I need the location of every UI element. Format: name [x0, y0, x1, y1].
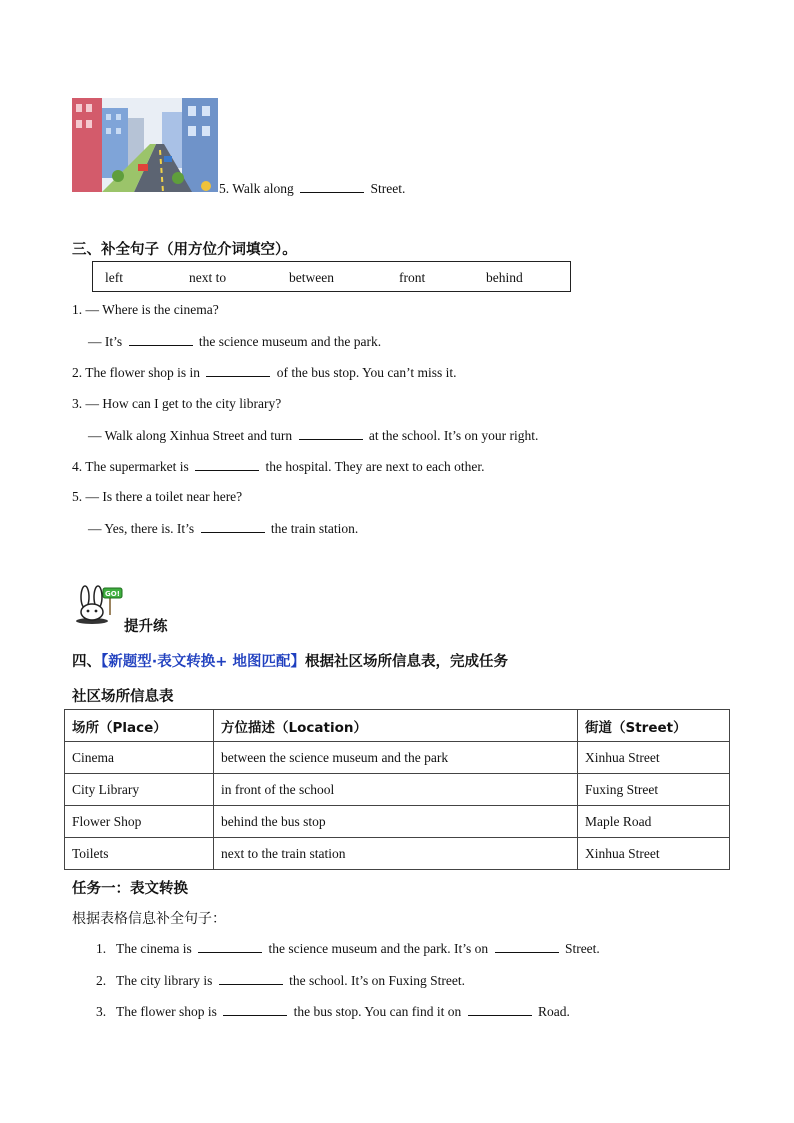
word-bank-item: front — [399, 270, 426, 285]
answer-blank[interactable] — [468, 1003, 532, 1016]
table-row — [65, 774, 730, 806]
sentence-text: Street. — [370, 181, 406, 196]
city-street-illustration — [72, 98, 218, 192]
exercise-item-5-answer — [88, 520, 358, 537]
cell-place: City Library — [65, 774, 214, 806]
badge-text: GO! — [105, 590, 120, 598]
question-text: — How can I get to the city library? — [85, 396, 282, 411]
question-number: 5. — [219, 181, 230, 196]
word-bank-item: between — [289, 270, 334, 285]
sentence-text: The cinema is — [116, 941, 192, 956]
exercise-item-1-question — [72, 302, 219, 318]
task-1-item-1 — [96, 940, 600, 957]
header-text: 方位描述（Location） — [221, 719, 367, 736]
question-number: 2. — [72, 365, 83, 380]
question-number: 1. — [72, 302, 83, 317]
question-type-tag: 【新题型·表文转换+ 地图匹配】 — [101, 654, 305, 670]
sentence-text: of the bus stop. You can’t miss it. — [276, 365, 457, 380]
word-bank-item: behind — [486, 270, 523, 285]
exercise-item-3-question — [72, 396, 281, 412]
word-bank-item: next to — [189, 270, 227, 285]
header-location — [214, 710, 578, 742]
sentence-text: Walk along — [232, 181, 294, 196]
community-places-table — [64, 709, 730, 870]
cell-location: between the science museum and the park — [214, 742, 578, 774]
cell-location: in front of the school — [214, 774, 578, 806]
section-number: 四、 — [72, 654, 101, 670]
sentence-text: The flower shop is in — [85, 365, 200, 380]
word-bank — [92, 261, 571, 292]
task-1-title: 任务一：表文转换 — [72, 881, 188, 897]
question-number: 4. — [72, 459, 83, 474]
answer-text: — Walk along Xinhua Street and turn — [88, 428, 293, 443]
cell-place: Cinema — [65, 742, 214, 774]
section-4-title — [72, 650, 508, 671]
sentence-text: Street. — [564, 941, 600, 956]
question-number: 3. — [72, 396, 83, 411]
cell-place: Toilets — [65, 838, 214, 870]
exercise-item-2 — [72, 364, 457, 381]
task-1-item-3 — [96, 1003, 570, 1020]
word-bank-item: left — [105, 270, 123, 285]
question-text: — Is there a toilet near here? — [85, 489, 243, 504]
cell-place: Flower Shop — [65, 806, 214, 838]
answer-text: — It’s — [88, 334, 123, 349]
sentence-text: Road. — [538, 1004, 570, 1019]
exercise-item-4 — [72, 458, 485, 475]
header-place — [65, 710, 214, 742]
answer-blank[interactable] — [495, 940, 559, 953]
sentence-text: The supermarket is — [85, 459, 189, 474]
header-text: 街道（Street） — [585, 719, 687, 736]
sentence-text: the hospital. They are next to each other. — [265, 459, 485, 474]
question-number: 5. — [72, 489, 83, 504]
cell-location: next to the train station — [214, 838, 578, 870]
answer-blank[interactable] — [223, 1003, 287, 1016]
exercise-item-1-answer — [88, 333, 381, 350]
cell-location: behind the bus stop — [214, 806, 578, 838]
answer-blank[interactable] — [195, 458, 259, 471]
table-row — [65, 838, 730, 870]
question-5-walk-along — [219, 180, 405, 197]
item-number: 1. — [96, 941, 107, 956]
table-row — [65, 742, 730, 774]
sentence-text: the science museum and the park. It’s on — [268, 941, 489, 956]
answer-blank[interactable] — [300, 180, 364, 193]
answer-text: the science museum and the park. — [198, 334, 382, 349]
answer-text: at the school. It’s on your right. — [368, 428, 539, 443]
cell-street: Xinhua Street — [578, 742, 730, 774]
sentence-text: The city library is — [116, 973, 213, 988]
cell-street: Fuxing Street — [578, 774, 730, 806]
section-instruction: 根据社区场所信息表，完成任务 — [304, 654, 508, 670]
header-text: 场所（Place） — [72, 719, 167, 736]
sentence-text: The flower shop is — [116, 1004, 217, 1019]
table-header-row — [65, 710, 730, 742]
answer-text: the train station. — [270, 521, 359, 536]
table-title: 社区场所信息表 — [72, 689, 174, 705]
answer-text: — Yes, there is. It’s — [88, 521, 195, 536]
answer-blank[interactable] — [198, 940, 262, 953]
exercise-item-5-question — [72, 489, 242, 505]
table-row — [65, 806, 730, 838]
item-number: 2. — [96, 973, 107, 988]
task-1-instruction: 根据表格信息补全句子： — [72, 911, 226, 927]
answer-blank[interactable] — [299, 427, 363, 440]
cell-street: Maple Road — [578, 806, 730, 838]
answer-blank[interactable] — [201, 520, 265, 533]
item-number: 3. — [96, 1004, 107, 1019]
exercise-item-3-answer — [88, 427, 538, 444]
task-1-item-2 — [96, 972, 465, 989]
answer-blank[interactable] — [129, 333, 193, 346]
section-3-title: 三、补全句子（用方位介词填空）。 — [72, 242, 297, 258]
question-text: — Where is the cinema? — [85, 302, 219, 317]
header-street — [578, 710, 730, 742]
bunny-mascot-icon — [72, 585, 124, 625]
practice-label: 提升练 — [124, 619, 168, 635]
sentence-text: the school. It’s on Fuxing Street. — [289, 973, 465, 988]
sentence-text: the bus stop. You can find it on — [293, 1004, 462, 1019]
answer-blank[interactable] — [206, 364, 270, 377]
cell-street: Xinhua Street — [578, 838, 730, 870]
answer-blank[interactable] — [219, 972, 283, 985]
